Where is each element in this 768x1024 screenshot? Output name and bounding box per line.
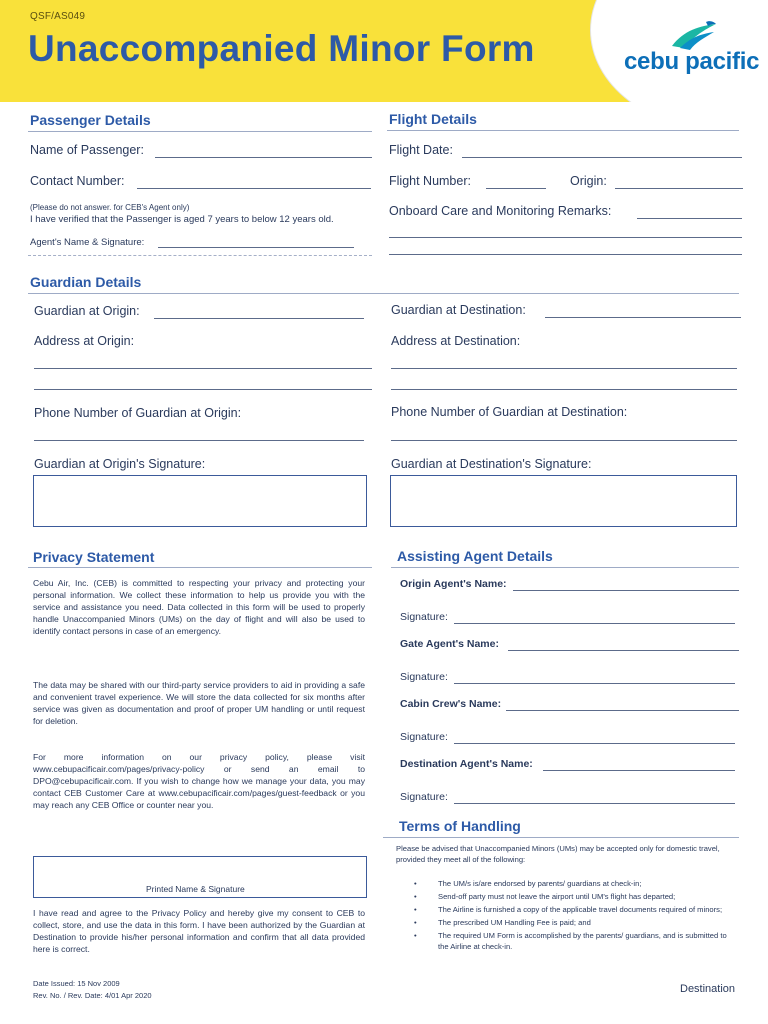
address-destination-label: Address at Destination: <box>391 334 521 348</box>
address-origin-field-1[interactable] <box>34 368 372 369</box>
sig-destination-label: Guardian at Destination's Signature: <box>391 457 592 471</box>
phone-destination-label: Phone Number of Guardian at Destination: <box>391 405 628 419</box>
agent-only-note: (Please do not answer. for CEB's Agent only) <box>30 203 190 212</box>
terms-item: • The prescribed UM Handling Fee is paid; and <box>396 917 736 928</box>
gate-agent-signature-field[interactable] <box>454 683 735 684</box>
guardian-details-title: Guardian Details <box>30 274 142 290</box>
address-destination-field-1[interactable] <box>391 368 737 369</box>
guardian-origin-signature-box[interactable] <box>33 475 367 527</box>
flight-number-label: Flight Number: <box>389 174 471 188</box>
phone-destination-field[interactable] <box>391 440 737 441</box>
form-header <box>0 0 768 102</box>
gate-agent-field[interactable] <box>508 650 739 651</box>
cabin-crew-label: Cabin Crew's Name: <box>400 698 502 710</box>
guardian-destination-signature-box[interactable] <box>390 475 737 527</box>
form-code: QSF/AS049 <box>30 11 86 22</box>
cabin-crew-signature-label: Signature: <box>400 731 448 743</box>
passenger-name-field[interactable] <box>155 157 372 158</box>
privacy-statement-title: Privacy Statement <box>33 549 155 565</box>
phone-origin-label: Phone Number of Guardian at Origin: <box>34 406 242 420</box>
privacy-paragraph-3: For more information on our privacy policy, please visit www.cebupacificair.com/pages/privacy-policy or send an email to DPO@cebupacificair.com. If you wish to change how we manage your data, you may contact CEB Customer Care at www.cebupacificair.com/pages/guest-feedback or you may reach any CEB Office or counter near you. <box>33 752 365 810</box>
terms-item: • The required UM Form is accomplished by the parents/ guardians, and is submitted to the Airline at check-in. <box>396 930 736 952</box>
terms-title: Terms of Handling <box>399 818 521 834</box>
address-origin-label: Address at Origin: <box>34 334 135 348</box>
sig-origin-label: Guardian at Origin's Signature: <box>34 457 206 471</box>
agent-signature-field[interactable] <box>158 247 354 248</box>
contact-number-label: Contact Number: <box>30 174 125 188</box>
origin-label: Origin: <box>570 174 607 188</box>
assisting-agent-title: Assisting Agent Details <box>397 548 553 564</box>
guardian-origin-field[interactable] <box>154 318 364 319</box>
address-origin-field-2[interactable] <box>34 389 372 390</box>
form-title: Unaccompanied Minor Form <box>28 28 535 69</box>
cabin-crew-signature-field[interactable] <box>454 743 735 744</box>
date-issued: Date Issued: 15 Nov 2009 <box>33 979 120 988</box>
section-rule <box>28 567 372 568</box>
flight-date-field[interactable] <box>462 157 742 158</box>
terms-block <box>396 843 736 954</box>
address-destination-field-2[interactable] <box>391 389 737 390</box>
destination-agent-signature-label: Signature: <box>400 791 448 803</box>
origin-field[interactable] <box>615 188 743 189</box>
privacy-paragraph-2: The data may be shared with our third-party service providers to aid in providing a safe and convenient travel experience. We will store the data collected for six months after service was given as documentation and proof of proper UM handling or until request for deletion. <box>33 680 365 726</box>
flight-details-title: Flight Details <box>389 111 477 127</box>
age-verification-text: I have verified that the Passenger is aged 7 years to below 12 years old. <box>30 214 334 225</box>
contact-number-field[interactable] <box>137 188 371 189</box>
cebu-pacific-logo: cebu pacific <box>624 48 760 75</box>
remarks-field-line-1[interactable] <box>637 218 742 219</box>
origin-agent-label: Origin Agent's Name: <box>400 578 507 590</box>
remarks-label: Onboard Care and Monitoring Remarks: <box>389 204 612 218</box>
agent-signature-label: Agent's Name & Signature: <box>30 237 145 248</box>
terms-item: • The Airline is furnished a copy of the applicable travel documents required of minors; <box>396 904 736 915</box>
guardian-origin-label: Guardian at Origin: <box>34 304 140 318</box>
terms-item: • The UM/s is/are endorsed by parents/ guardians at check-in; <box>396 878 736 889</box>
origin-agent-field[interactable] <box>513 590 739 591</box>
destination-agent-signature-field[interactable] <box>454 803 735 804</box>
passenger-details-title: Passenger Details <box>30 112 151 128</box>
passenger-name-label: Name of Passenger: <box>30 143 144 157</box>
guardian-destination-label: Guardian at Destination: <box>391 303 526 317</box>
destination-agent-label: Destination Agent's Name: <box>400 758 533 770</box>
privacy-paragraph-1: Cebu Air, Inc. (CEB) is committed to respecting your privacy and protecting your personal information. We collect these information to help us provide you with the service and assistance you need. Data collected in this form will be used to properly handle Unaccompanied Minors (UMs) on the day of flight and will also be used to identify contact persons in case of an emergency. <box>33 578 365 636</box>
revision-info: Rev. No. / Rev. Date: 4/01 Apr 2020 <box>33 991 152 1000</box>
gate-agent-signature-label: Signature: <box>400 671 448 683</box>
copy-destination-label: Destination <box>680 983 736 995</box>
terms-intro: Please be advised that Unaccompanied Minors (UMs) may be accepted only for domestic travel, provided they meet all of the following: <box>396 844 720 864</box>
destination-agent-field[interactable] <box>543 770 735 771</box>
phone-origin-field[interactable] <box>34 440 364 441</box>
gate-agent-label: Gate Agent's Name: <box>400 638 499 650</box>
section-rule <box>383 837 739 838</box>
origin-agent-signature-field[interactable] <box>454 623 735 624</box>
section-rule <box>28 293 739 294</box>
dotted-divider <box>28 255 372 256</box>
consent-text: I have read and agree to the Privacy Policy and hereby give my consent to CEB to collect, store, and use the data in this form. I have been authorized by the Guardian at Destination to provide his/her personal information and confirm that all data provided here is correct. <box>33 908 365 954</box>
origin-agent-signature-label: Signature: <box>400 611 448 623</box>
terms-list <box>396 878 736 952</box>
cabin-crew-field[interactable] <box>506 710 739 711</box>
section-rule <box>28 131 372 132</box>
section-rule <box>387 130 739 131</box>
flight-date-label: Flight Date: <box>389 143 453 157</box>
printed-name-label: Printed Name & Signature <box>146 884 245 894</box>
flight-number-field[interactable] <box>486 188 546 189</box>
guardian-destination-field[interactable] <box>545 317 741 318</box>
remarks-field-line-3[interactable] <box>389 254 742 255</box>
terms-item: • Send-off party must not leave the airport until UM's flight has departed; <box>396 891 736 902</box>
remarks-field-line-2[interactable] <box>389 237 742 238</box>
section-rule <box>391 567 739 568</box>
